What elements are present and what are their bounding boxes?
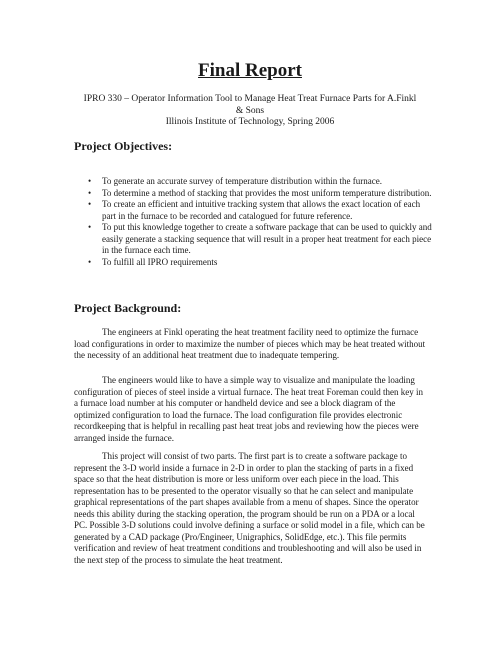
objective-text: To fulfill all IPRO requirements — [102, 256, 218, 267]
bullet-icon: • — [88, 256, 92, 267]
background-heading: Project Background: — [74, 301, 182, 315]
subtitle-line-2: & Sons — [235, 105, 265, 116]
objective-item — [88, 257, 433, 269]
objective-text: To create an efficient and intuitive tracking system that allows the exact location of each part in the furnace to be recorded and catalogued for future reference. — [102, 199, 421, 221]
bullet-icon: • — [88, 176, 92, 186]
objective-item — [88, 222, 433, 257]
objective-text: To determine a method of stacking that provides the most uniform temperature distribution. — [102, 187, 432, 198]
paragraph-text: The engineers at Finkl operating the heat treatment facility need to optimize the furnace load configurations in order to maximize the number of pieces which may be heat treated without the necessity of an additional heat treatment due to inadequate tempering. — [74, 327, 426, 360]
bullet-icon: • — [88, 187, 92, 198]
paragraph-text: This project will consist of two parts. The first part is to create a software package to represent the 3-D world inside a furnace in 2-D in order to plan the stacking of parts in a fixed space so that the heat distribution is more or less uniform over each piece in the load. This representation has to be presented to the operator visually so that he can select and manipulate graphical representations of the part shapes available from a menu of shapes. Since the operator needs this ability during the stacking operation, the program should be run on a PDA or a local PC. Possible 3-D solutions could involve defining a surface or solid model in a file, which can be generated by a CAD package (Pro/Engineer, Unigraphics, SolidEdge, etc.). This file permits verification and review of heat treatment conditions and troubleshooting and will also be used in the next step of the process to simulate the heat treatment. — [74, 451, 425, 565]
background-paragraph — [74, 327, 429, 362]
objective-item — [88, 199, 433, 222]
objectives-list — [88, 176, 433, 268]
objective-text: To generate an accurate survey of temperature distribution within the furnace. — [102, 176, 383, 186]
document-title: Final Report — [198, 60, 302, 81]
document-subtitle — [60, 94, 440, 129]
paragraph-text: The engineers would like to have a simple way to visualize and manipulate the loading configuration of pieces of steel inside a virtual furnace. The heat treat Foreman could then key in a furnace load number at his computer or handheld device and see a block diagram of the optimized configuration to load the furnace. The load configuration file provides electronic recordkeeping that is helpful in recalling past heat treat jobs and reviewing how the pieces were arranged inside the furnace. — [74, 375, 423, 443]
objective-item — [88, 188, 433, 200]
background-paragraph — [74, 451, 429, 566]
objective-item — [88, 176, 433, 188]
subtitle-line-1: IPRO 330 – Operator Information Tool to Manage Heat Treat Furnace Parts for A.Finkl — [83, 94, 417, 104]
bullet-icon: • — [88, 222, 92, 232]
objective-text: To put this knowledge together to create a software package that can be used to quickly and easily generate a stacking sequence that will result in a proper heat treatment for each piece in the furnace each time. — [102, 222, 432, 255]
objectives-heading: Project Objectives: — [74, 139, 173, 153]
subtitle-line-3: Illinois Institute of Technology, Spring 2006 — [165, 117, 335, 127]
bullet-icon: • — [88, 199, 92, 209]
background-paragraph — [74, 375, 429, 444]
